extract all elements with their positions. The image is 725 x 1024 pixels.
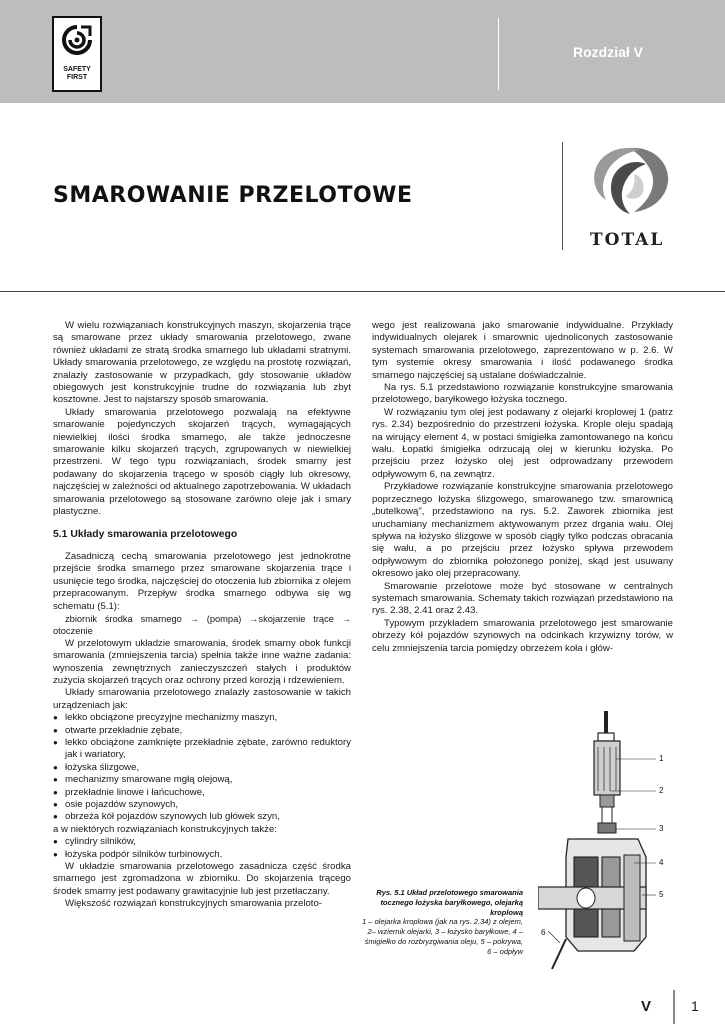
bearing-lubrication-figure [538, 707, 668, 977]
section-heading: 5.1 Układy smarowania przelotowego [53, 528, 238, 540]
paragraph: wego jest realizowana jako smarowanie indywidualne. Przykłady indywidualnych olejarek i smarownic ujednoliconych zastosowanie systemach smarowania przelotowego, zaprezentowano w p. 2.6. W tym systemie okresy smarowania i ilość podawanego środka smarnego najczęściej są ustalane doświadczalnie. [372, 320, 673, 381]
paragraph: Większość rozwiązań konstrukcyjnych smarowania przeloto- [65, 898, 322, 910]
page-number: 1 [691, 998, 699, 1014]
header-rule [0, 291, 725, 292]
figure-label: 6 [541, 928, 546, 937]
footer-chapter-letter: V [641, 998, 652, 1015]
list-item: ● łożyska podpór silników turbinowych. [53, 849, 351, 861]
total-brand-icon [582, 140, 677, 230]
list-item: ● otwarte przekładnie zębate, [53, 725, 351, 737]
bullet-list [53, 712, 351, 824]
figure-label: 3 [659, 824, 664, 833]
list-item: ● lekko obciążone precyzyjne mechanizmy maszyn, [53, 712, 351, 724]
list-item: ● łożyska ślizgowe, [53, 762, 351, 774]
paragraph: W wielu rozwiązaniach konstrukcyjnych maszyn, skojarzenia trące są smarowane przez układy smarowania przelotowego, zwane również układami ze stratą środka smarnego lub układami stratnymi. Układy smarowania przelotowego, ze względu na prostotę rozwiązań, znalazły zastosowanie w przypadkach, gdy stosowanie układów obiegowych jest konstrukcyjnie trudne do rozwiązania lub zbyt kosztowne. Jest to najstarszy sposób smarowania. [53, 320, 351, 406]
paragraph: Na rys. 5.1 przedstawiono rozwiązanie konstrukcyjne smarowania przelotowego, baryłkowego łożyska tocznego. [372, 382, 673, 406]
paragraph: Smarowanie przelotowe może być stosowane w centralnych systemach smarowania. Schematy takich rozwiązań przedstawiono na rys. 2.38, 2.41 oraz 2.43. [372, 580, 673, 617]
chapter-label: Rozdział V [573, 44, 644, 60]
list-item: ● mechanizmy smarowane mgłą olejową, [53, 774, 351, 786]
figure-label: 4 [659, 858, 664, 867]
paragraph: Typowym przykładem smarowania przelotowego jest smarowanie obrzeży kół pojazdów szynowych na odcinkach krzywizny torów, w celu zmniejszenia tarcia pomiędzy obrzeżem koła i głów- [372, 617, 673, 654]
logo-caption: SAFETY FIRST [63, 66, 91, 81]
figure-label: 5 [659, 890, 664, 899]
paragraph: Układy smarowania przelotowego znalazły zastosowanie w takich urządzeniach jak: [53, 687, 351, 711]
figure-caption [360, 888, 523, 957]
left-column [53, 320, 351, 911]
paragraph: a w niektórych rozwiązaniach konstrukcyjnych także: [53, 823, 277, 835]
flow-schema: zbiornik środka smarnego → (pompa) →skojarzenie trące → otoczenie [53, 613, 351, 637]
paragraph: Przykładowe rozwiązanie konstrukcyjne smarowania przelotowego poprzecznego łożyska ślizgowego, smarowanego tzw. smarownicą „butelkową", przedstawiono na rys. 5.2. Zaworek zbiornika jest uruchamiany mechanizmem aktywowanym przez drgania wału. Olej spływa na łożysko ślizgowe w sposób ciągły tylko podczas obracania się wału, a po przejściu przez łożysko spływa przewodem odpływowym do zbiornika położonego poniżej, skąd jest usuwany okresowo jako olej przepracowany. [372, 481, 673, 580]
list-item: ● przekładnie linowe i łańcuchowe, [53, 787, 351, 799]
paragraph: Układy smarowania przelotowego pozwalają na efektywne smarowanie pojedynczych skojarzeń trących, wymagających niewielkiej ilości środka smarnego, ale także jednoczesne smarowanie kilku skojarzeń trących, zgrupowanych w niewielkiej przestrzeni. W tego typu rozwiązaniach, środek smarny jest podawany do skojarzenia trącego w sposób ciągły lub okresowy, najczęściej w zależności od aktualnego zapotrzebowania. W układach smarowania przelotowego są stosowane zarówno oleje jak i smary plastyczne. [53, 406, 351, 518]
list-item: ● cylindry silników, [53, 836, 351, 848]
caption-body: 1 – olejarka kroplowa (jak na rys. 2.34) z olejem, 2– wziernik olejarki, 3 – łożysko baryłkowe, 4 – śmigiełko do rozbryzgiwania oleju, 5 – pokrywa, 6 – odpływ [362, 917, 523, 956]
list-item: ● lekko obciążone zamknięte przekładnie zębate, zarówno reduktory jak i wariatory, [53, 737, 351, 762]
bullet-list [53, 836, 351, 861]
header-divider [498, 18, 499, 90]
safety-shield-icon [61, 24, 93, 64]
list-item: ● osie pojazdów szynowych, [53, 799, 351, 811]
header-bar [0, 0, 725, 103]
safety-first-logo [52, 16, 102, 92]
paragraph: W układzie smarowania przelotowego zasadnicza część środka smarnego jest zgromadzona w zbiorniku. Do skojarzenia trącego środek smarny jest podawany grawitacyjnie lub jest przetłaczany. [53, 861, 351, 897]
list-item: ● obrzeża kół pojazdów szynowych lub główek szyn, [53, 811, 351, 823]
paragraph: Zasadniczą cechą smarowania przelotowego jest jednokrotne przejście środka smarnego przez smarowane skojarzenia trące i usunięcie tego środka, najczęściej do otoczenia lub zbiornika z olejem przepracowanym. Przepływ środka smarnego odbywa się wg schematu (5.1): [53, 550, 351, 612]
figure-label: 2 [659, 786, 664, 795]
right-column [372, 320, 673, 655]
paragraph: W przelotowym układzie smarowania, środek smarny obok funkcji smarowania (zmniejszenia tarcia) spełnia także inne ważne zadania: wynoszenia zewnętrznych zanieczyszczeń stałych i produktów zużycia skojarzeń trących oraz ochrony przed korozją i rdzewieniem. [53, 637, 351, 686]
page-title: SMAROWANIE PRZELOTOWE [53, 183, 413, 208]
total-wordmark: TOTAL [590, 230, 665, 250]
caption-title: Rys. 5.1 Układ przelotowego smarowania tocznego łożyska baryłkowego, olejarką kroplową [376, 888, 523, 917]
footer-divider [673, 990, 675, 1024]
figure-label: 1 [659, 754, 664, 763]
paragraph: W rozwiązaniu tym olej jest podawany z olejarki kroplowej 1 (patrz rys. 2.34) bezpośrednio do przestrzeni łożyska. Krople oleju spadają na wirujący element 4, w postaci śmigiełka zamontowanego na końcu wału. Łopatki śmigiełka odrzucają olej w kierunku łożyska. Po przejściu przez łożysko olej jest odprowadzany przewodem odpływowym 6, na zewnątrz. [372, 406, 673, 480]
brand-divider [562, 142, 563, 250]
